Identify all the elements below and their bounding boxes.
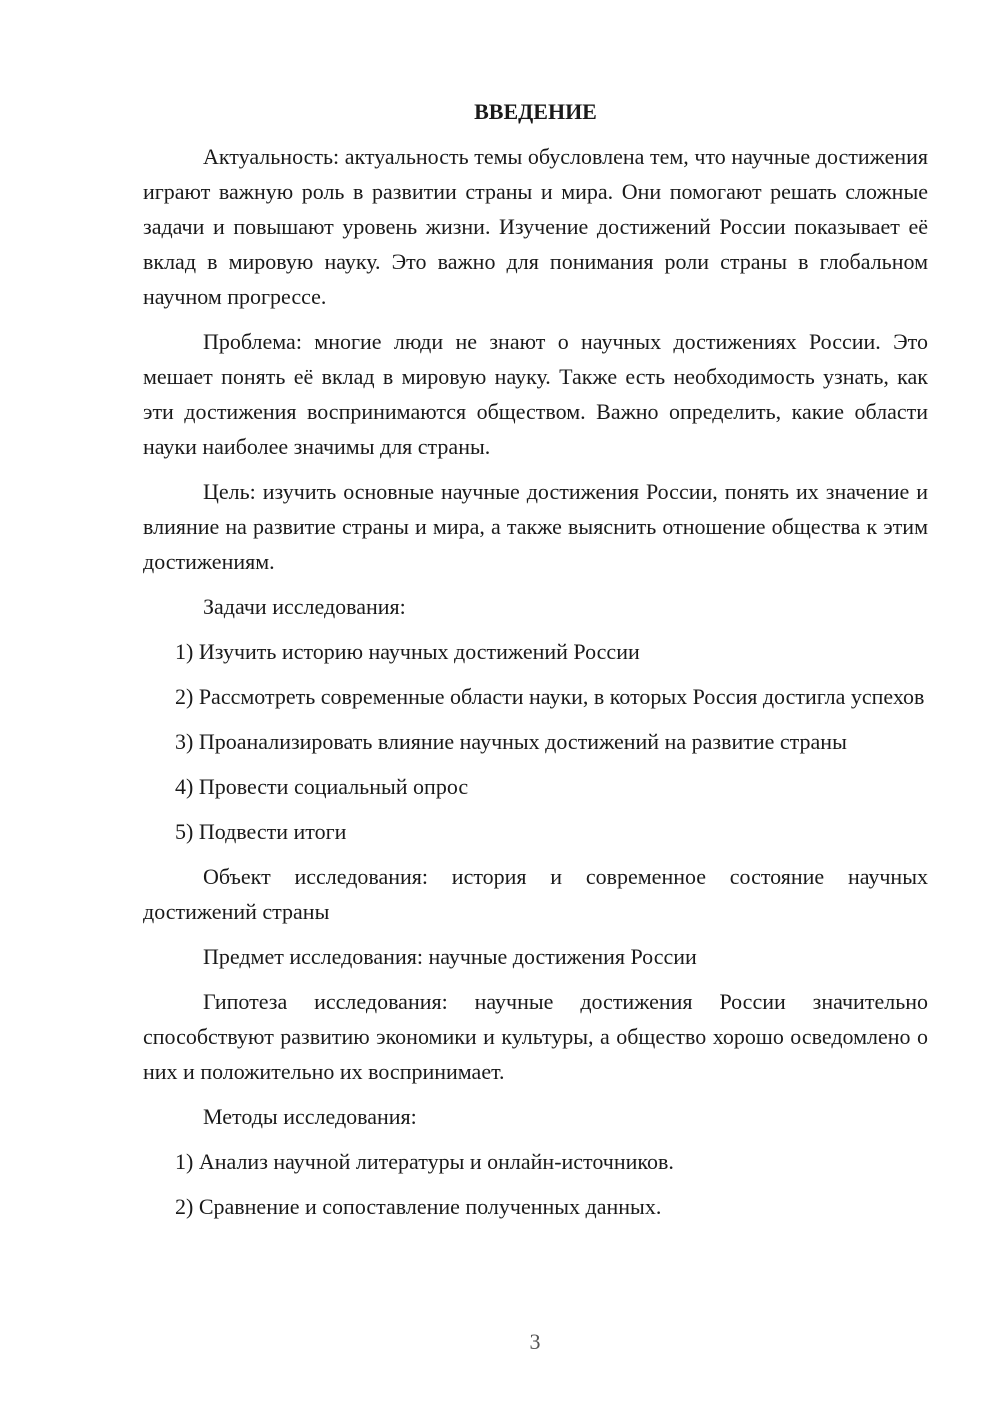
section-heading: ВВЕДЕНИЕ: [474, 99, 597, 124]
goal-paragraph: Цель: изучить основные научные достижения России, понять их значение и влияние на развитие страны и мира, а также выяснить отношение общества к этим достижениям.: [143, 479, 928, 574]
task-item: 1) Изучить историю научных достижений России: [175, 639, 640, 664]
relevance-paragraph: Актуальность: актуальность темы обусловлена тем, что научные достижения играют важную роль в развитии страны и мира. Они помогают решать сложные задачи и повышают уровень жизни. Изучение достижений России показывает её вклад в мировую науку. Это важно для понимания роли страны в глобальном научном прогрессе.: [143, 144, 928, 309]
hypothesis-paragraph: Гипотеза исследования: научные достижения России значительно способствуют развитию экономики и культуры, а общество хорошо осведомлено о них и положительно их воспринимает.: [143, 989, 928, 1084]
tasks-label: Задачи исследования:: [203, 594, 406, 619]
subject-paragraph: Предмет исследования: научные достижения России: [203, 944, 697, 969]
methods-label: Методы исследования:: [203, 1104, 417, 1129]
method-item: 2) Сравнение и сопоставление полученных данных.: [175, 1194, 662, 1219]
object-paragraph: Объект исследования: история и современное состояние научных достижений страны: [143, 864, 928, 924]
problem-paragraph: Проблема: многие люди не знают о научных достижениях России. Это мешает понять её вклад в мировую науку. Также есть необходимость узнать, как эти достижения воспринимаются обществом. Важно определить, какие области науки наиболее значимы для страны.: [143, 329, 928, 459]
task-item: 3) Проанализировать влияние научных достижений на развитие страны: [175, 729, 847, 754]
task-item: 2) Рассмотреть современные области науки, в которых Россия достигла успехов: [175, 684, 925, 709]
task-item: 4) Провести социальный опрос: [175, 774, 469, 799]
method-item: 1) Анализ научной литературы и онлайн-источников.: [175, 1149, 674, 1174]
page-content: [143, 94, 928, 1234]
page-number: 3: [529, 1329, 541, 1354]
task-item: 5) Подвести итоги: [175, 819, 347, 844]
